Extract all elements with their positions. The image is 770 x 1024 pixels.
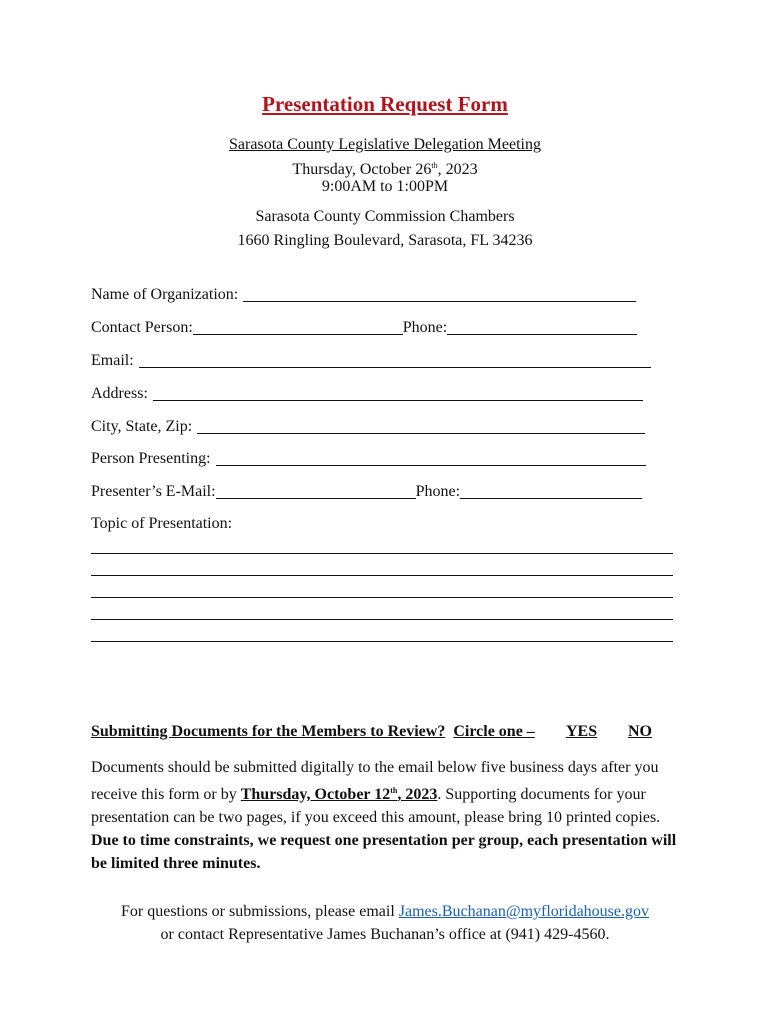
email-input[interactable] <box>139 354 651 370</box>
organization-label: Name of Organization: <box>91 286 239 303</box>
email-field[interactable] <box>139 351 651 368</box>
presenter-phone-label: Phone: <box>415 483 461 500</box>
presenter-email-label: Presenter’s E-Mail: <box>91 483 216 500</box>
city-row <box>91 416 645 438</box>
address-input[interactable] <box>153 387 643 403</box>
meeting-venue: Sarasota County Commission Chambers <box>255 208 515 225</box>
time-constraint-note: Due to time constraints, we request one presentation per group, each presentation will be limited three minutes. <box>91 832 677 872</box>
yes-option[interactable]: YES <box>566 723 598 740</box>
contact-email-link[interactable]: James.Buchanan@myfloridahouse.gov <box>398 903 649 920</box>
address-row <box>91 383 643 405</box>
person-presenting-input[interactable] <box>216 452 646 468</box>
email-label: Email: <box>91 352 134 369</box>
city-state-zip-field[interactable] <box>197 417 645 434</box>
deadline-date: Thursday, October 12th, 2023 <box>240 786 438 803</box>
contact-phone-label: Phone: <box>402 319 448 336</box>
email-row <box>91 350 651 372</box>
presenter-phone-field[interactable] <box>460 482 642 499</box>
contact-phone-field[interactable] <box>447 318 637 335</box>
organization-input[interactable] <box>243 288 636 304</box>
topic-label: Topic of Presentation: <box>91 515 233 532</box>
contact-office-line: or contact Representative James Buchanan’s office at (941) 429-4560. <box>160 926 610 943</box>
organization-field[interactable] <box>243 285 636 302</box>
topic-line[interactable] <box>91 641 673 642</box>
person-presenting-field[interactable] <box>216 449 646 466</box>
contact-person-label: Contact Person: <box>91 319 193 336</box>
contact-person-input[interactable] <box>193 321 403 337</box>
meeting-time: 9:00AM to 1:00PM <box>321 178 449 195</box>
no-option[interactable]: NO <box>628 723 652 740</box>
organization-row <box>91 284 636 306</box>
topic-line[interactable] <box>91 575 673 576</box>
meeting-address: 1660 Ringling Boulevard, Sarasota, FL 34236 <box>237 232 533 249</box>
submit-documents-question: Submitting Documents for the Members to Review? Circle one – <box>91 723 535 740</box>
address-field[interactable] <box>153 384 643 401</box>
topic-row <box>91 513 232 535</box>
form-title: Presentation Request Form <box>262 92 508 116</box>
city-state-zip-label: City, State, Zip: <box>91 418 193 435</box>
presenter-contact-row <box>91 481 642 503</box>
address-label: Address: <box>91 385 148 402</box>
meeting-name: Sarasota County Legislative Delegation Meeting <box>229 136 541 153</box>
contact-info: For questions or submissions, please email James.Buchanan@myfloridahouse.gov or contact Representative James Buchanan’s office at (941) 429-4560. <box>0 900 770 946</box>
contact-person-field[interactable] <box>193 318 403 335</box>
presenter-row <box>91 448 646 470</box>
person-presenting-label: Person Presenting: <box>91 450 211 467</box>
meeting-date: Thursday, October 26th, 2023 <box>292 161 478 178</box>
topic-line[interactable] <box>91 619 673 620</box>
presenter-email-input[interactable] <box>216 485 416 501</box>
city-state-zip-input[interactable] <box>197 420 645 436</box>
presenter-email-field[interactable] <box>216 482 416 499</box>
contact-row <box>91 317 637 339</box>
topic-line[interactable] <box>91 597 673 598</box>
instructions-paragraph: Documents should be submitted digitally to the email below five business days after you receive this form or by Thursday, October 12th, 2023. Supporting documents for your presentation can be two pages, if you exceed this amount, please bring 10 printed copies. Due to time constraints, we request one presentation per group, each presentation will be limited three minutes. <box>91 759 677 872</box>
topic-line[interactable] <box>91 553 673 554</box>
presenter-phone-input[interactable] <box>460 485 642 501</box>
contact-phone-input[interactable] <box>447 321 637 337</box>
